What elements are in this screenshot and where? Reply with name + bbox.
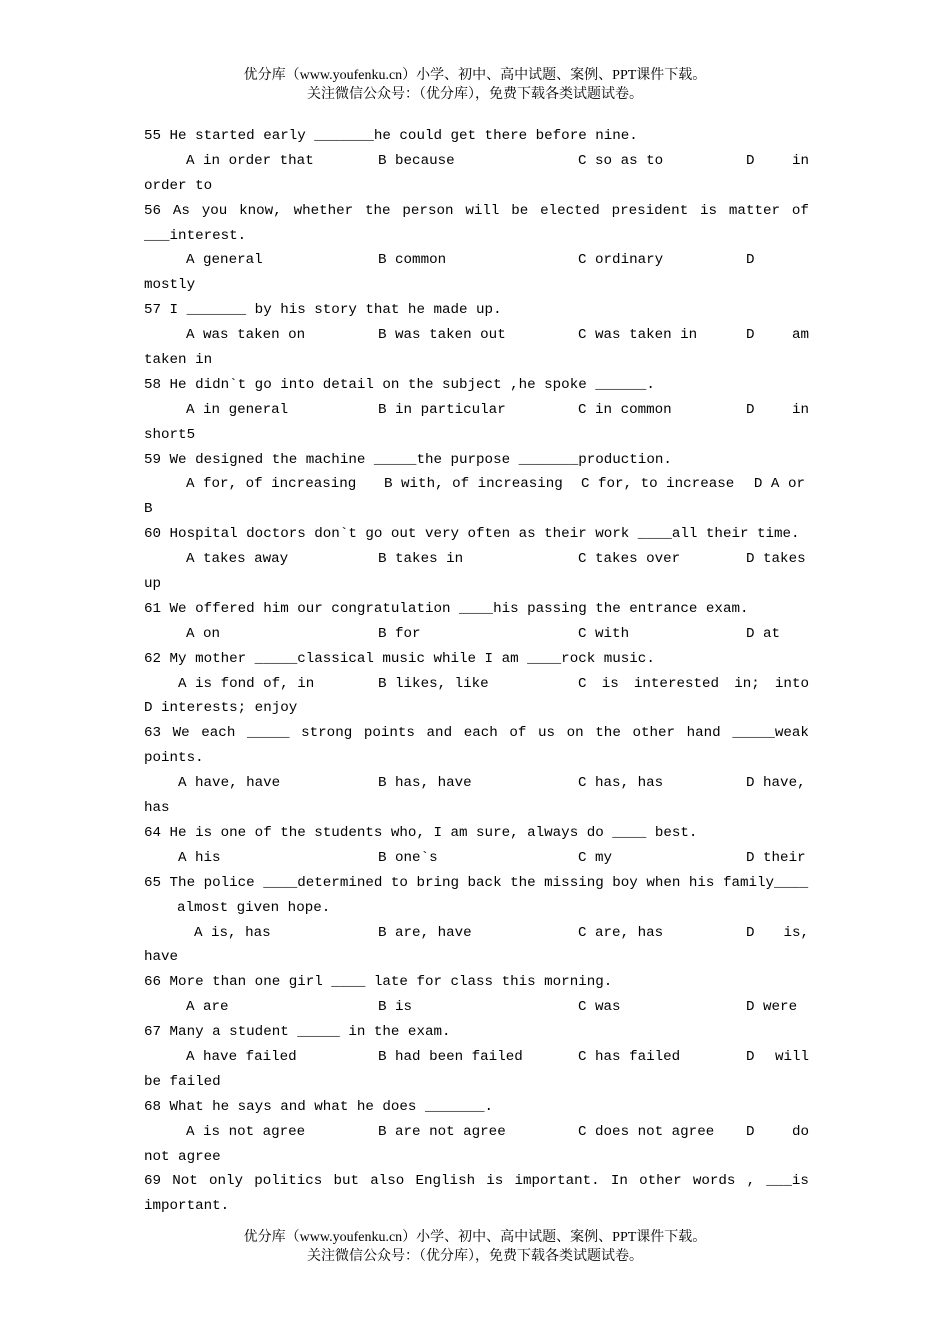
- option-d-wrap: has: [144, 800, 170, 817]
- footer-line-1: 优分库（www.youfenku.cn）小学、初中、高中试题、案例、PPT课件下载。: [243, 1230, 707, 1245]
- option-c: [578, 672, 809, 697]
- question-58-options: [144, 398, 809, 423]
- option-a: A is, has: [194, 924, 271, 941]
- stem-word: politics: [254, 1173, 323, 1190]
- option-c: C takes over: [578, 551, 681, 568]
- option-c: C with: [578, 625, 630, 642]
- option-b: B common: [378, 252, 447, 269]
- question-58-stem: 58 He didn`t go into detail on the subject ,he spoke ______.: [144, 376, 655, 393]
- option-d-text: in: [791, 401, 809, 418]
- option-d: D: [746, 401, 755, 418]
- option-c: C my: [578, 849, 613, 866]
- option-c: C was: [578, 999, 621, 1016]
- question-62-options: [144, 672, 809, 697]
- question-65-stem: 65 The police ____determined to bring back the missing boy when his family____: [144, 874, 809, 891]
- stem-word: _____weak: [732, 725, 809, 742]
- option-b: B because: [378, 152, 455, 169]
- question-63-options: [144, 771, 809, 796]
- option-d-wrap: order to: [144, 177, 213, 194]
- stem-word: In: [610, 1173, 628, 1190]
- option-c: C does not agree: [578, 1123, 715, 1140]
- option-c-word: is: [601, 675, 619, 692]
- option-b: B has, have: [378, 775, 472, 792]
- stem-word: each: [201, 725, 236, 742]
- option-d: D: [746, 152, 755, 169]
- option-b: B likes, like: [378, 675, 489, 692]
- stem-word: other: [639, 1173, 682, 1190]
- stem-word: is: [700, 202, 718, 219]
- option-b: B are not agree: [378, 1123, 506, 1140]
- stem-word: elected: [540, 202, 600, 219]
- question-63-stem: [144, 721, 809, 746]
- stem-word: hand: [686, 725, 721, 742]
- stem-word: strong: [301, 725, 353, 742]
- option-d: D were: [746, 999, 798, 1016]
- option-c: C was taken in: [578, 327, 698, 344]
- stem-word: know,: [239, 202, 282, 219]
- question-61-options: [144, 622, 809, 647]
- option-c: C are, has: [578, 924, 664, 941]
- question-69-stem: [144, 1169, 809, 1194]
- option-d-text: in: [791, 152, 809, 169]
- option-a: A was taken on: [186, 327, 306, 344]
- question-66-options: [144, 995, 809, 1020]
- option-d: D: [746, 252, 755, 269]
- stem-word: other: [632, 725, 676, 742]
- option-b: B for: [378, 625, 421, 642]
- option-d-text: is,: [783, 924, 809, 941]
- option-a: A for, of increasing: [186, 476, 357, 493]
- question-68-stem: 68 What he says and what he does _______.: [144, 1098, 494, 1115]
- option-d-text: will: [774, 1048, 809, 1065]
- option-b: B is: [378, 999, 413, 1016]
- option-d: D: [746, 1123, 755, 1140]
- option-c: C in common: [578, 401, 672, 418]
- question-66-stem: 66 More than one girl ____ late for class this morning.: [144, 974, 613, 991]
- stem-word: points: [363, 725, 415, 742]
- question-list: [144, 124, 809, 1219]
- stem-word: _____: [246, 725, 290, 742]
- option-d: D at: [746, 625, 781, 642]
- option-a: A have, have: [178, 775, 281, 792]
- stem-word: 56: [144, 202, 162, 219]
- option-d-wrap: have: [144, 949, 179, 966]
- option-b: B with, of increasing: [384, 476, 563, 493]
- stem-word: be: [511, 202, 529, 219]
- stem-word: words: [692, 1173, 736, 1190]
- option-c: C for, to increase: [581, 476, 735, 493]
- option-d-wrap: short5: [144, 426, 196, 443]
- option-d-text: am: [791, 327, 809, 344]
- stem-word: and: [426, 725, 453, 742]
- option-c: C so as to: [578, 152, 664, 169]
- question-68-options: [144, 1120, 809, 1145]
- option-d: D: [746, 1048, 755, 1065]
- option-b: B was taken out: [378, 327, 506, 344]
- option-d-text: do: [791, 1123, 809, 1140]
- question-56-stem: [144, 199, 809, 224]
- question-57-options: [144, 323, 809, 348]
- question-64-stem: 64 He is one of the students who, I am sure, always do ____ best.: [144, 824, 698, 841]
- stem-word: of: [509, 725, 527, 742]
- option-a: A is not agree: [186, 1123, 306, 1140]
- option-d: D have,: [746, 775, 806, 792]
- stem-word: matter: [728, 202, 781, 219]
- option-d-wrap: up: [144, 576, 162, 593]
- option-d: D: [746, 924, 755, 941]
- stem-word: whether: [293, 202, 354, 219]
- question-57-stem: 57 I _______ by his story that he made up.: [144, 302, 502, 319]
- stem-word: us: [538, 725, 556, 742]
- option-a: A on: [186, 625, 221, 642]
- footer-line-2: 关注微信公众号：（优分库），免费下载各类试题试卷。: [307, 1249, 643, 1264]
- option-c-word: into: [774, 675, 809, 692]
- option-a: A is fond of, in: [178, 675, 315, 692]
- header-line-1: 优分库（www.youfenku.cn）小学、初中、高中试题、案例、PPT课件下载。: [243, 68, 707, 83]
- question-55-stem: 55 He started early _______he could get there before nine.: [144, 128, 638, 144]
- stem-word: English: [415, 1173, 476, 1190]
- stem-word: As: [172, 202, 190, 219]
- question-59-stem: 59 We designed the machine _____the purpose _______production.: [144, 451, 672, 468]
- option-c: C has failed: [578, 1048, 681, 1065]
- option-c-word: in;: [734, 675, 760, 692]
- stem-word: but: [333, 1173, 360, 1190]
- option-a: A have failed: [186, 1048, 297, 1065]
- stem-word: ,: [746, 1173, 756, 1190]
- option-a: A general: [186, 252, 263, 269]
- page-footer: [0, 1228, 950, 1266]
- option-b: B had been failed: [378, 1048, 523, 1065]
- question-65-options: [144, 921, 809, 946]
- option-a: A takes away: [186, 551, 289, 568]
- option-a: A his: [178, 849, 221, 866]
- option-d: D takes: [746, 551, 806, 568]
- option-a: A are: [186, 999, 229, 1016]
- stem-word: 69: [144, 1173, 162, 1190]
- question-59-options: [144, 472, 809, 497]
- question-60-options: [144, 547, 809, 572]
- question-55-options: [144, 149, 809, 174]
- stem-word: Not: [172, 1173, 198, 1190]
- option-c-word: interested: [633, 675, 720, 692]
- stem-word: each: [463, 725, 498, 742]
- option-d-wrap: mostly: [144, 277, 196, 294]
- stem-word: you: [201, 202, 228, 219]
- question-56-options: [144, 248, 809, 273]
- stem-word: of: [791, 202, 809, 219]
- stem-word: ___is: [766, 1173, 809, 1190]
- option-a: A in order that: [186, 152, 314, 169]
- option-d-wrap: be failed: [144, 1073, 221, 1090]
- stem-word: important.: [514, 1173, 600, 1190]
- question-67-options: [144, 1045, 809, 1070]
- option-d-wrap: not agree: [144, 1148, 221, 1165]
- header-line-2: 关注微信公众号：（优分库），免费下载各类试题试卷。: [307, 87, 643, 102]
- question-69-stem-wrap: important.: [144, 1198, 230, 1215]
- option-d-wrap: D interests; enjoy: [144, 700, 298, 717]
- option-d-wrap: B: [144, 501, 153, 518]
- question-62-stem: 62 My mother _____classical music while I am ____rock music.: [144, 650, 655, 667]
- stem-word: also: [370, 1173, 405, 1190]
- option-b: B takes in: [378, 551, 464, 568]
- stem-word: We: [172, 725, 190, 742]
- question-56-stem-wrap: ___interest.: [144, 227, 247, 244]
- option-d: D their: [746, 849, 806, 866]
- option-b: B one`s: [378, 849, 438, 866]
- question-63-stem-wrap: points.: [144, 750, 204, 767]
- stem-word: will: [465, 202, 500, 219]
- page-header: [0, 66, 950, 104]
- option-d-wrap: taken in: [144, 352, 213, 369]
- stem-word: is: [486, 1173, 504, 1190]
- stem-word: only: [208, 1173, 244, 1190]
- option-b: B in particular: [378, 401, 506, 418]
- option-b: B are, have: [378, 924, 472, 941]
- option-d: D: [746, 327, 755, 344]
- question-64-options: [144, 846, 809, 871]
- stem-word: person: [402, 202, 454, 219]
- question-60-stem: 60 Hospital doctors don`t go out very often as their work ____all their time.: [144, 526, 800, 543]
- option-a: A in general: [186, 401, 289, 418]
- stem-word: president: [611, 202, 689, 219]
- stem-word: the: [595, 725, 621, 742]
- stem-word: on: [566, 725, 584, 742]
- question-65-stem-2: almost given hope.: [177, 899, 331, 916]
- question-61-stem: 61 We offered him our congratulation ____his passing the entrance exam.: [144, 600, 749, 617]
- option-c: C ordinary: [578, 252, 664, 269]
- option-c: C has, has: [578, 775, 664, 792]
- question-67-stem: 67 Many a student _____ in the exam.: [144, 1024, 451, 1041]
- stem-word: 63: [144, 725, 162, 742]
- stem-word: the: [365, 202, 391, 219]
- option-d: D A or: [753, 476, 805, 493]
- option-c-word: C: [578, 675, 587, 692]
